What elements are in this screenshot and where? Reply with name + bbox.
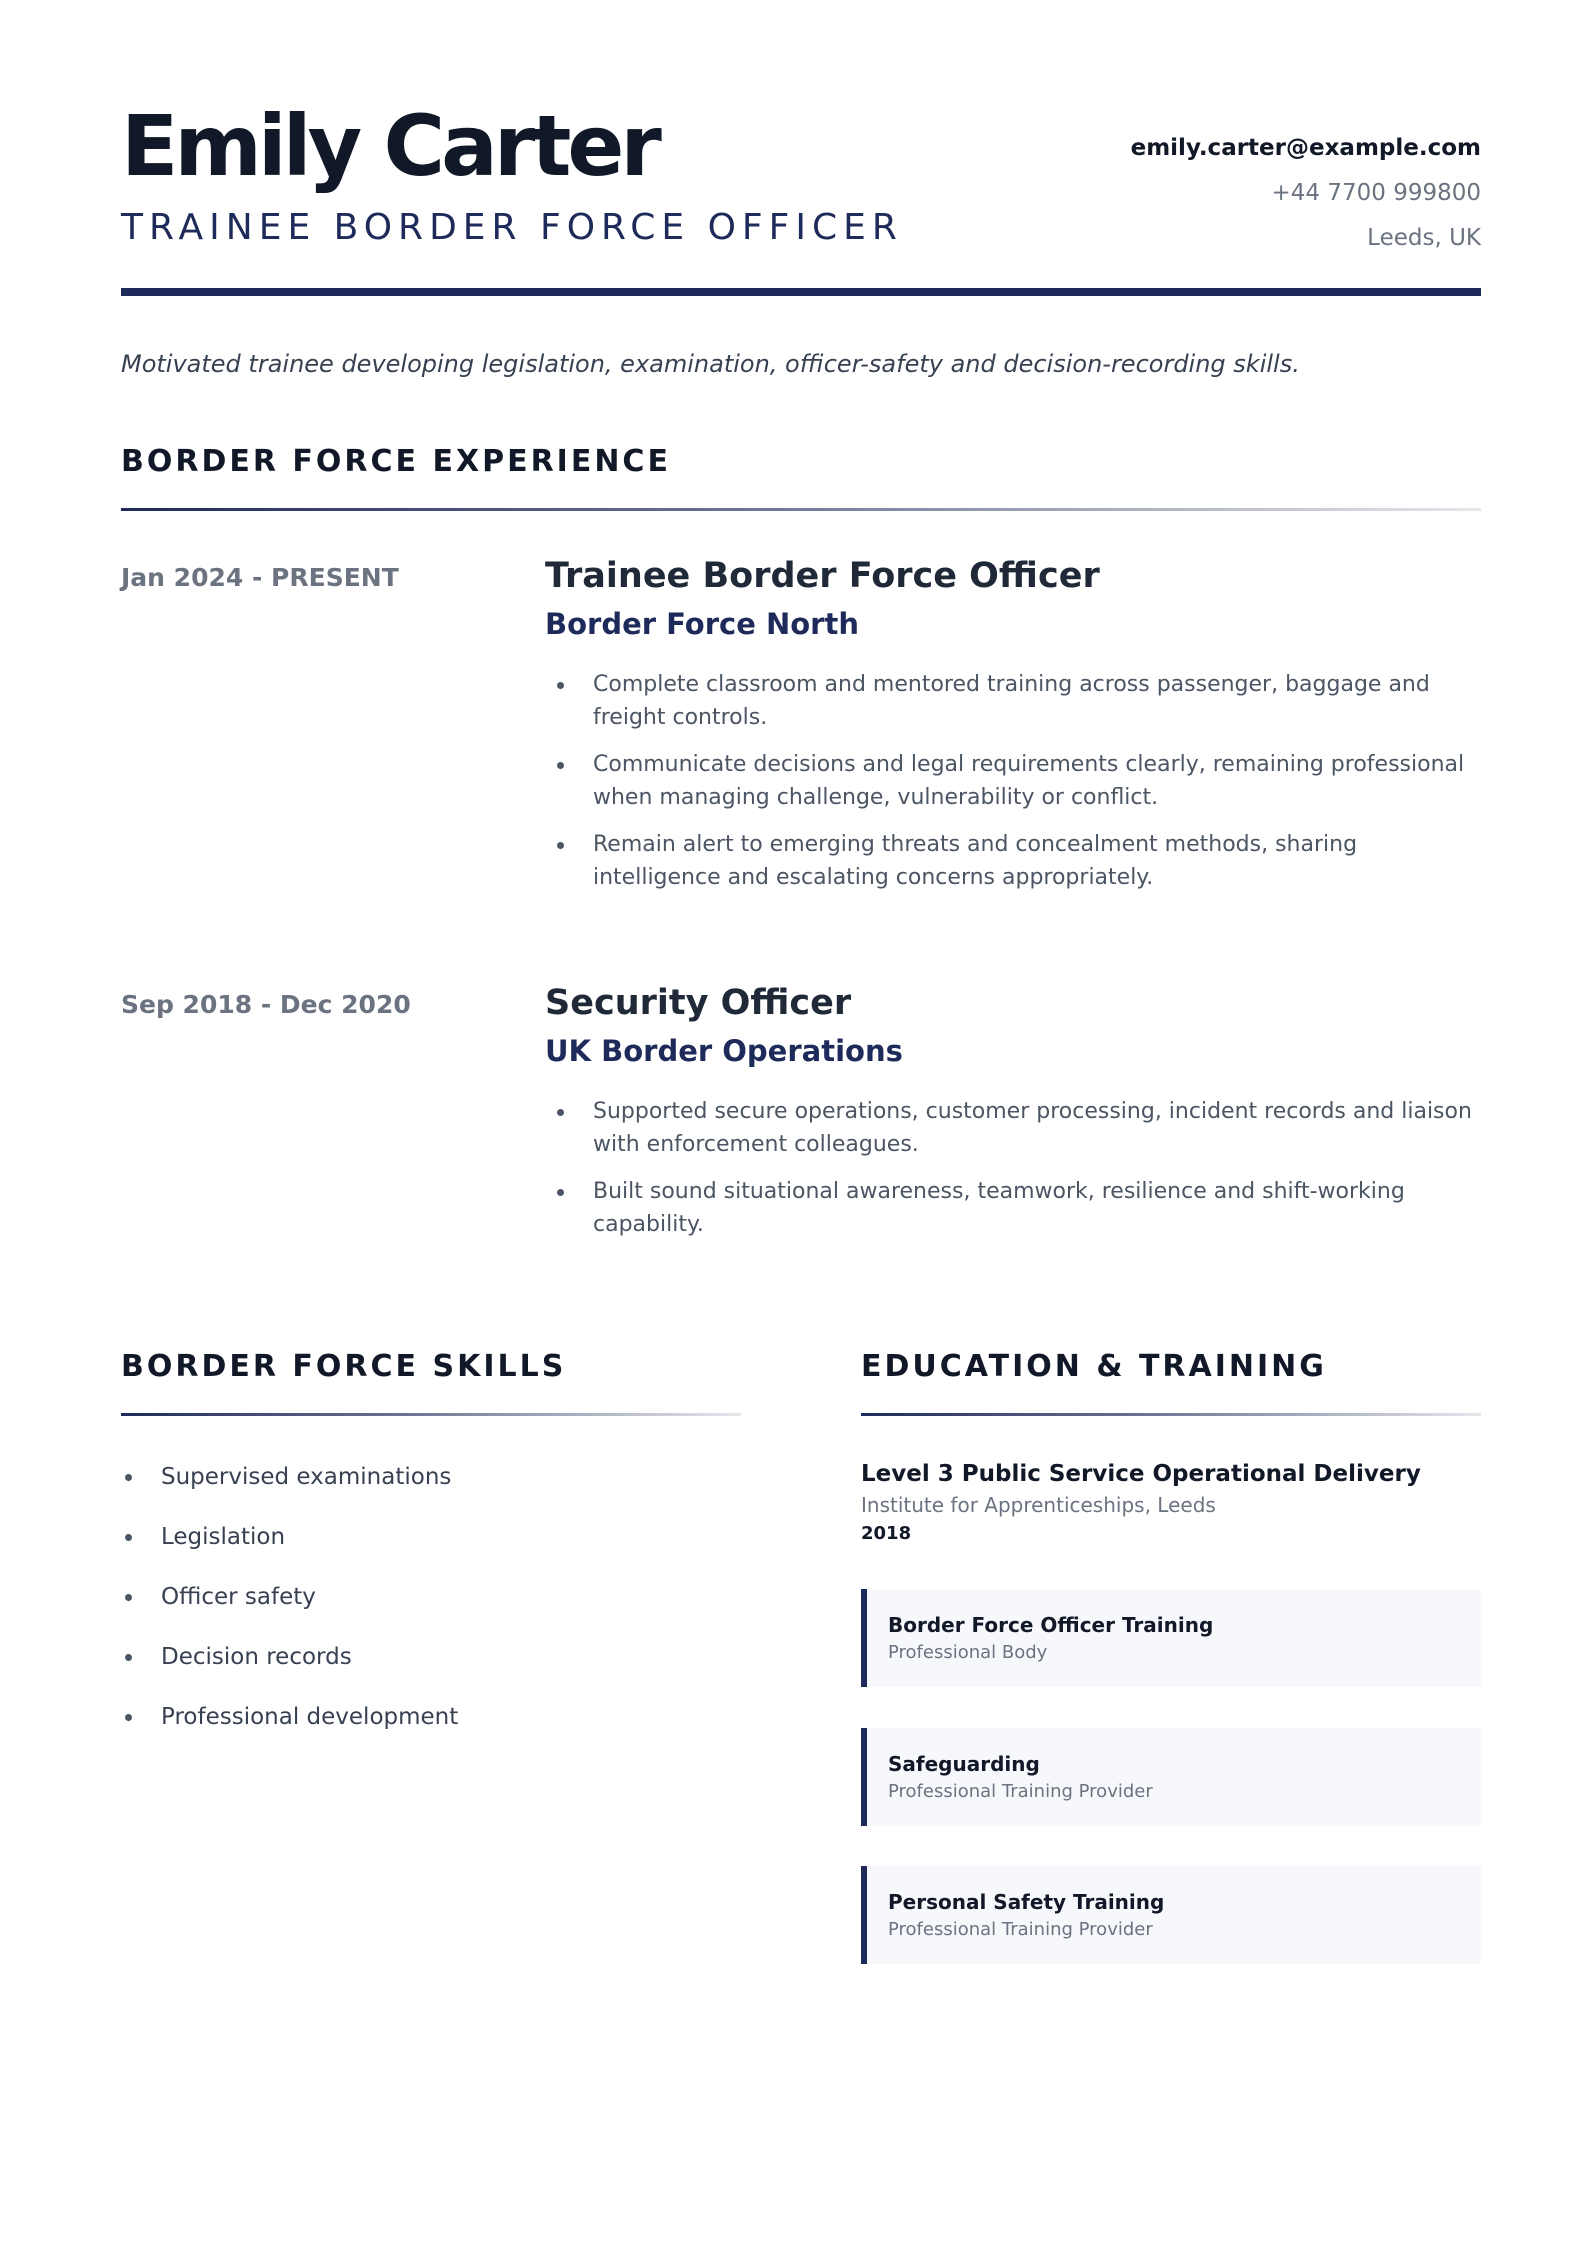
bullet-dot-icon [125, 1594, 132, 1601]
job-details [545, 556, 1481, 908]
skill-item [121, 1699, 741, 1735]
bullet-dot-icon [125, 1474, 132, 1481]
certification-provider: Professional Training Provider [888, 1919, 1153, 1940]
job-dates: Sep 2018 - Dec 2020 [121, 990, 411, 1019]
skills-list [121, 1459, 741, 1759]
job-bullet-text: Complete classroom and mentored training across passenger, baggage and freight controls. [593, 672, 1430, 730]
job-title: Trainee Border Force Officer [545, 556, 1100, 596]
job-bullet-text: Supported secure operations, customer processing, incident records and liaison with enforcement colleagues. [593, 1099, 1472, 1157]
job-bullet [545, 748, 1481, 814]
resume-header [121, 96, 1481, 292]
certification-provider: Professional Training Provider [888, 1781, 1153, 1802]
skill-label: Legislation [161, 1524, 286, 1550]
skill-label: Supervised examinations [161, 1464, 452, 1490]
bullet-dot-icon [557, 682, 564, 689]
education-degree: Level 3 Public Service Operational Delivery [861, 1461, 1421, 1487]
certification-provider: Professional Body [888, 1642, 1048, 1663]
bullet-dot-icon [125, 1534, 132, 1541]
job-title: Security Officer [545, 983, 852, 1023]
skill-item [121, 1579, 741, 1615]
job-bullet [545, 1095, 1481, 1161]
certification-card [861, 1866, 1481, 1964]
skills-heading: BORDER FORCE SKILLS [121, 1349, 567, 1384]
job-dates: Jan 2024 - PRESENT [121, 563, 399, 592]
resume-page [121, 0, 1481, 2246]
skill-label: Decision records [161, 1644, 352, 1670]
job-bullet [545, 668, 1481, 734]
contact-location: Leeds, UK [1367, 225, 1481, 251]
bullet-dot-icon [557, 1189, 564, 1196]
skill-item [121, 1519, 741, 1555]
skill-item [121, 1639, 741, 1675]
job-bullet [545, 828, 1481, 894]
bullet-dot-icon [125, 1654, 132, 1661]
education-school: Institute for Apprenticeships, Leeds [861, 1493, 1216, 1517]
certification-title: Personal Safety Training [888, 1890, 1165, 1914]
certification-title: Safeguarding [888, 1752, 1040, 1776]
education-heading: EDUCATION & TRAINING [861, 1349, 1327, 1384]
certification-card [861, 1728, 1481, 1826]
candidate-role: TRAINEE BORDER FORCE OFFICER [121, 207, 903, 248]
bullet-dot-icon [125, 1714, 132, 1721]
candidate-name: Emily Carter [121, 97, 658, 195]
profile-summary: Motivated trainee developing legislation, examination, officer-safety and decision-recording skills. [121, 350, 1300, 378]
education-divider [861, 1413, 1481, 1416]
experience-heading: BORDER FORCE EXPERIENCE [121, 444, 671, 479]
job-company: UK Border Operations [545, 1034, 903, 1068]
contact-block [1131, 126, 1481, 261]
bullet-dot-icon [557, 762, 564, 769]
skill-label: Officer safety [161, 1584, 316, 1610]
contact-phone[interactable]: +44 7700 999800 [1271, 180, 1481, 206]
skills-divider [121, 1413, 741, 1416]
certification-card [861, 1589, 1481, 1687]
job-bullet-text: Remain alert to emerging threats and concealment methods, sharing intelligence and escalating concerns appropriately. [593, 832, 1358, 890]
job-bullet-text: Built sound situational awareness, teamwork, resilience and shift-working capability. [593, 1179, 1405, 1237]
bullet-dot-icon [557, 842, 564, 849]
skill-item [121, 1459, 741, 1495]
job-bullets [545, 1095, 1481, 1241]
job-bullets [545, 668, 1481, 894]
header-divider [121, 288, 1481, 296]
education-year: 2018 [861, 1523, 912, 1544]
job-details [545, 983, 1481, 1255]
bullet-dot-icon [557, 1109, 564, 1116]
job-bullet [545, 1175, 1481, 1241]
job-company: Border Force North [545, 607, 859, 641]
skill-label: Professional development [161, 1704, 459, 1730]
contact-email[interactable]: emily.carter@example.com [1130, 135, 1481, 161]
education-entry [861, 1458, 1481, 1548]
certification-title: Border Force Officer Training [888, 1613, 1214, 1637]
experience-divider [121, 508, 1481, 511]
job-bullet-text: Communicate decisions and legal requirements clearly, remaining professional when managing challenge, vulnerability or conflict. [593, 752, 1465, 810]
